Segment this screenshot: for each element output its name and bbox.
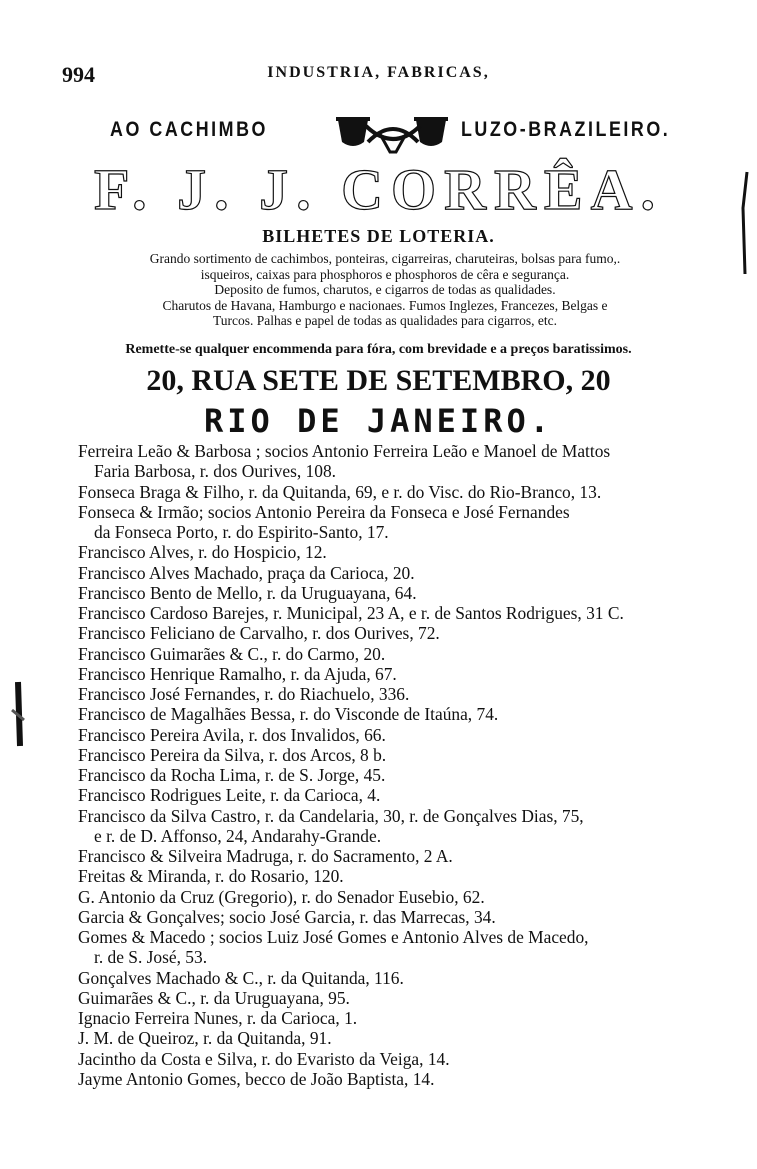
listing-entry: Fonseca & Irmão; socios Antonio Pereira da Fonseca e José Fernandes (78, 501, 570, 522)
ad-body-line: Grando sortimento de cachimbos, ponteiras, cigarreiras, charuteiras, bolsas para fumo,. (149, 251, 621, 266)
listing-entry: Francisco Bento de Mello, r. da Uruguayana, 64. (78, 582, 417, 603)
ad-body-line: Charutos de Havana, Hamburgo e nacionaes. Fumos Inglezes, Francezes, Belgas e (162, 297, 608, 313)
listing-entry: G. Antonio da Cruz (Gregorio), r. do Senador Eusebio, 62. (78, 886, 485, 907)
ad-description (60, 251, 710, 329)
listing-entry: Fonseca Braga & Filho, r. da Quitanda, 69, e r. do Visc. do Rio-Branco, 13. (78, 481, 602, 502)
listing-continuation: e r. de D. Affonso, 24, Andarahy-Grande. (94, 825, 382, 846)
listing-continuation: da Fonseca Porto, r. do Espirito-Santo, 17. (94, 522, 389, 542)
margin-bracket-mark (735, 168, 753, 278)
listing-entry: Francisco de Magalhães Bessa, r. do Visconde de Itaúna, 74. (78, 704, 499, 725)
listing-entry: Francisco da Silva Castro, r. da Candelaria, 30, r. de Gonçalves Dias, 75, (78, 805, 584, 826)
listing-continuation: Faria Barbosa, r. dos Ourives, 108. (94, 461, 336, 482)
advertisement-title-row (110, 112, 670, 154)
listing-entry: Jayme Antonio Gomes, becco de João Baptista, 14. (78, 1068, 435, 1089)
ad-city: RIO DE JANEIRO. (204, 402, 553, 440)
listing-entry: Gonçalves Machado & C., r. da Quitanda, 116. (78, 967, 404, 988)
listing-entry: Ferreira Leão & Barbosa ; socios Antonio Ferreira Leão e Manoel de Mattos (78, 441, 611, 461)
listing-continuation: r. de S. José, 53. (94, 947, 208, 968)
advertiser-name: F. J. J. CORRÊA. (94, 157, 663, 222)
listing-entry: Francisco José Fernandes, r. do Riachuelo, 336. (78, 684, 410, 704)
listing-entry: Gomes & Macedo ; socios Luiz José Gomes e Antonio Alves de Macedo, (78, 927, 589, 947)
listing-entry: Francisco Alves, r. do Hospicio, 12. (78, 542, 327, 563)
listing-entry: Freitas & Miranda, r. do Rosario, 120. (78, 866, 344, 887)
listing-entry: Francisco Pereira da Silva, r. dos Arcos, 8 b. (78, 744, 387, 765)
running-title: INDUSTRIA, FABRICAS, (267, 64, 490, 81)
listing-entry: Francisco Guimarães & C., r. do Carmo, 20. (78, 643, 386, 664)
listing-entry: Francisco Rodrigues Leite, r. da Carioca, 4. (78, 785, 381, 806)
ad-title-left: AO CACHIMBO (110, 118, 268, 141)
listing-entry: Francisco da Rocha Lima, r. de S. Jorge, 45. (78, 765, 386, 785)
listing-entry: Francisco Henrique Ramalho, r. da Ajuda, 67. (78, 663, 397, 684)
listing-entry: Francisco Alves Machado, praça da Carioca, 20. (78, 562, 415, 583)
ad-subtitle: BILHETES DE LOTERIA. (262, 226, 495, 246)
ad-title-right: LUZO-BRAZILEIRO. (460, 118, 670, 141)
ad-body-line: Deposito de fumos, charutos, e cigarros de todas as qualidades. (214, 282, 556, 297)
listing-entry: Garcia & Gonçalves; socio José Garcia, r. das Marrecas, 34. (78, 906, 496, 927)
directory-listings (78, 441, 718, 1089)
listing-entry: Ignacio Ferreira Nunes, r. da Carioca, 1. (78, 1008, 358, 1028)
listing-entry: J. M. de Queiroz, r. da Quitanda, 91. (78, 1028, 332, 1049)
ad-body-line: isqueiros, caixas para phosphoros e phosphoros de cêra e segurança. (200, 266, 570, 282)
page-number: 994 (62, 62, 95, 87)
listing-entry: Francisco Cardoso Barejes, r. Municipal, 23 A, e r. de Santos Rodrigues, 31 C. (78, 603, 624, 623)
margin-smudge-mark (6, 680, 28, 750)
ad-body-line: Turcos. Palhas e papel de todas as qualidades para cigarros, etc. (212, 313, 558, 328)
ad-address: 20, RUA SETE DE SETEMBRO, 20 (146, 364, 611, 397)
listing-entry: Francisco Feliciano de Carvalho, r. dos Ourives, 72. (78, 623, 440, 644)
crossed-pipes-icon (328, 112, 458, 154)
ad-note: Remette-se qualquer encommenda para fóra, com brevidade e a preços baratissimos. (125, 342, 632, 357)
listing-entry: Guimarães & C., r. da Uruguayana, 95. (78, 987, 350, 1008)
listing-entry: Francisco & Silveira Madruga, r. do Sacramento, 2 A. (78, 846, 453, 866)
listing-entry: Jacintho da Costa e Silva, r. do Evaristo da Veiga, 14. (78, 1048, 450, 1069)
listing-entry: Francisco Pereira Avila, r. dos Invalidos, 66. (78, 724, 386, 745)
